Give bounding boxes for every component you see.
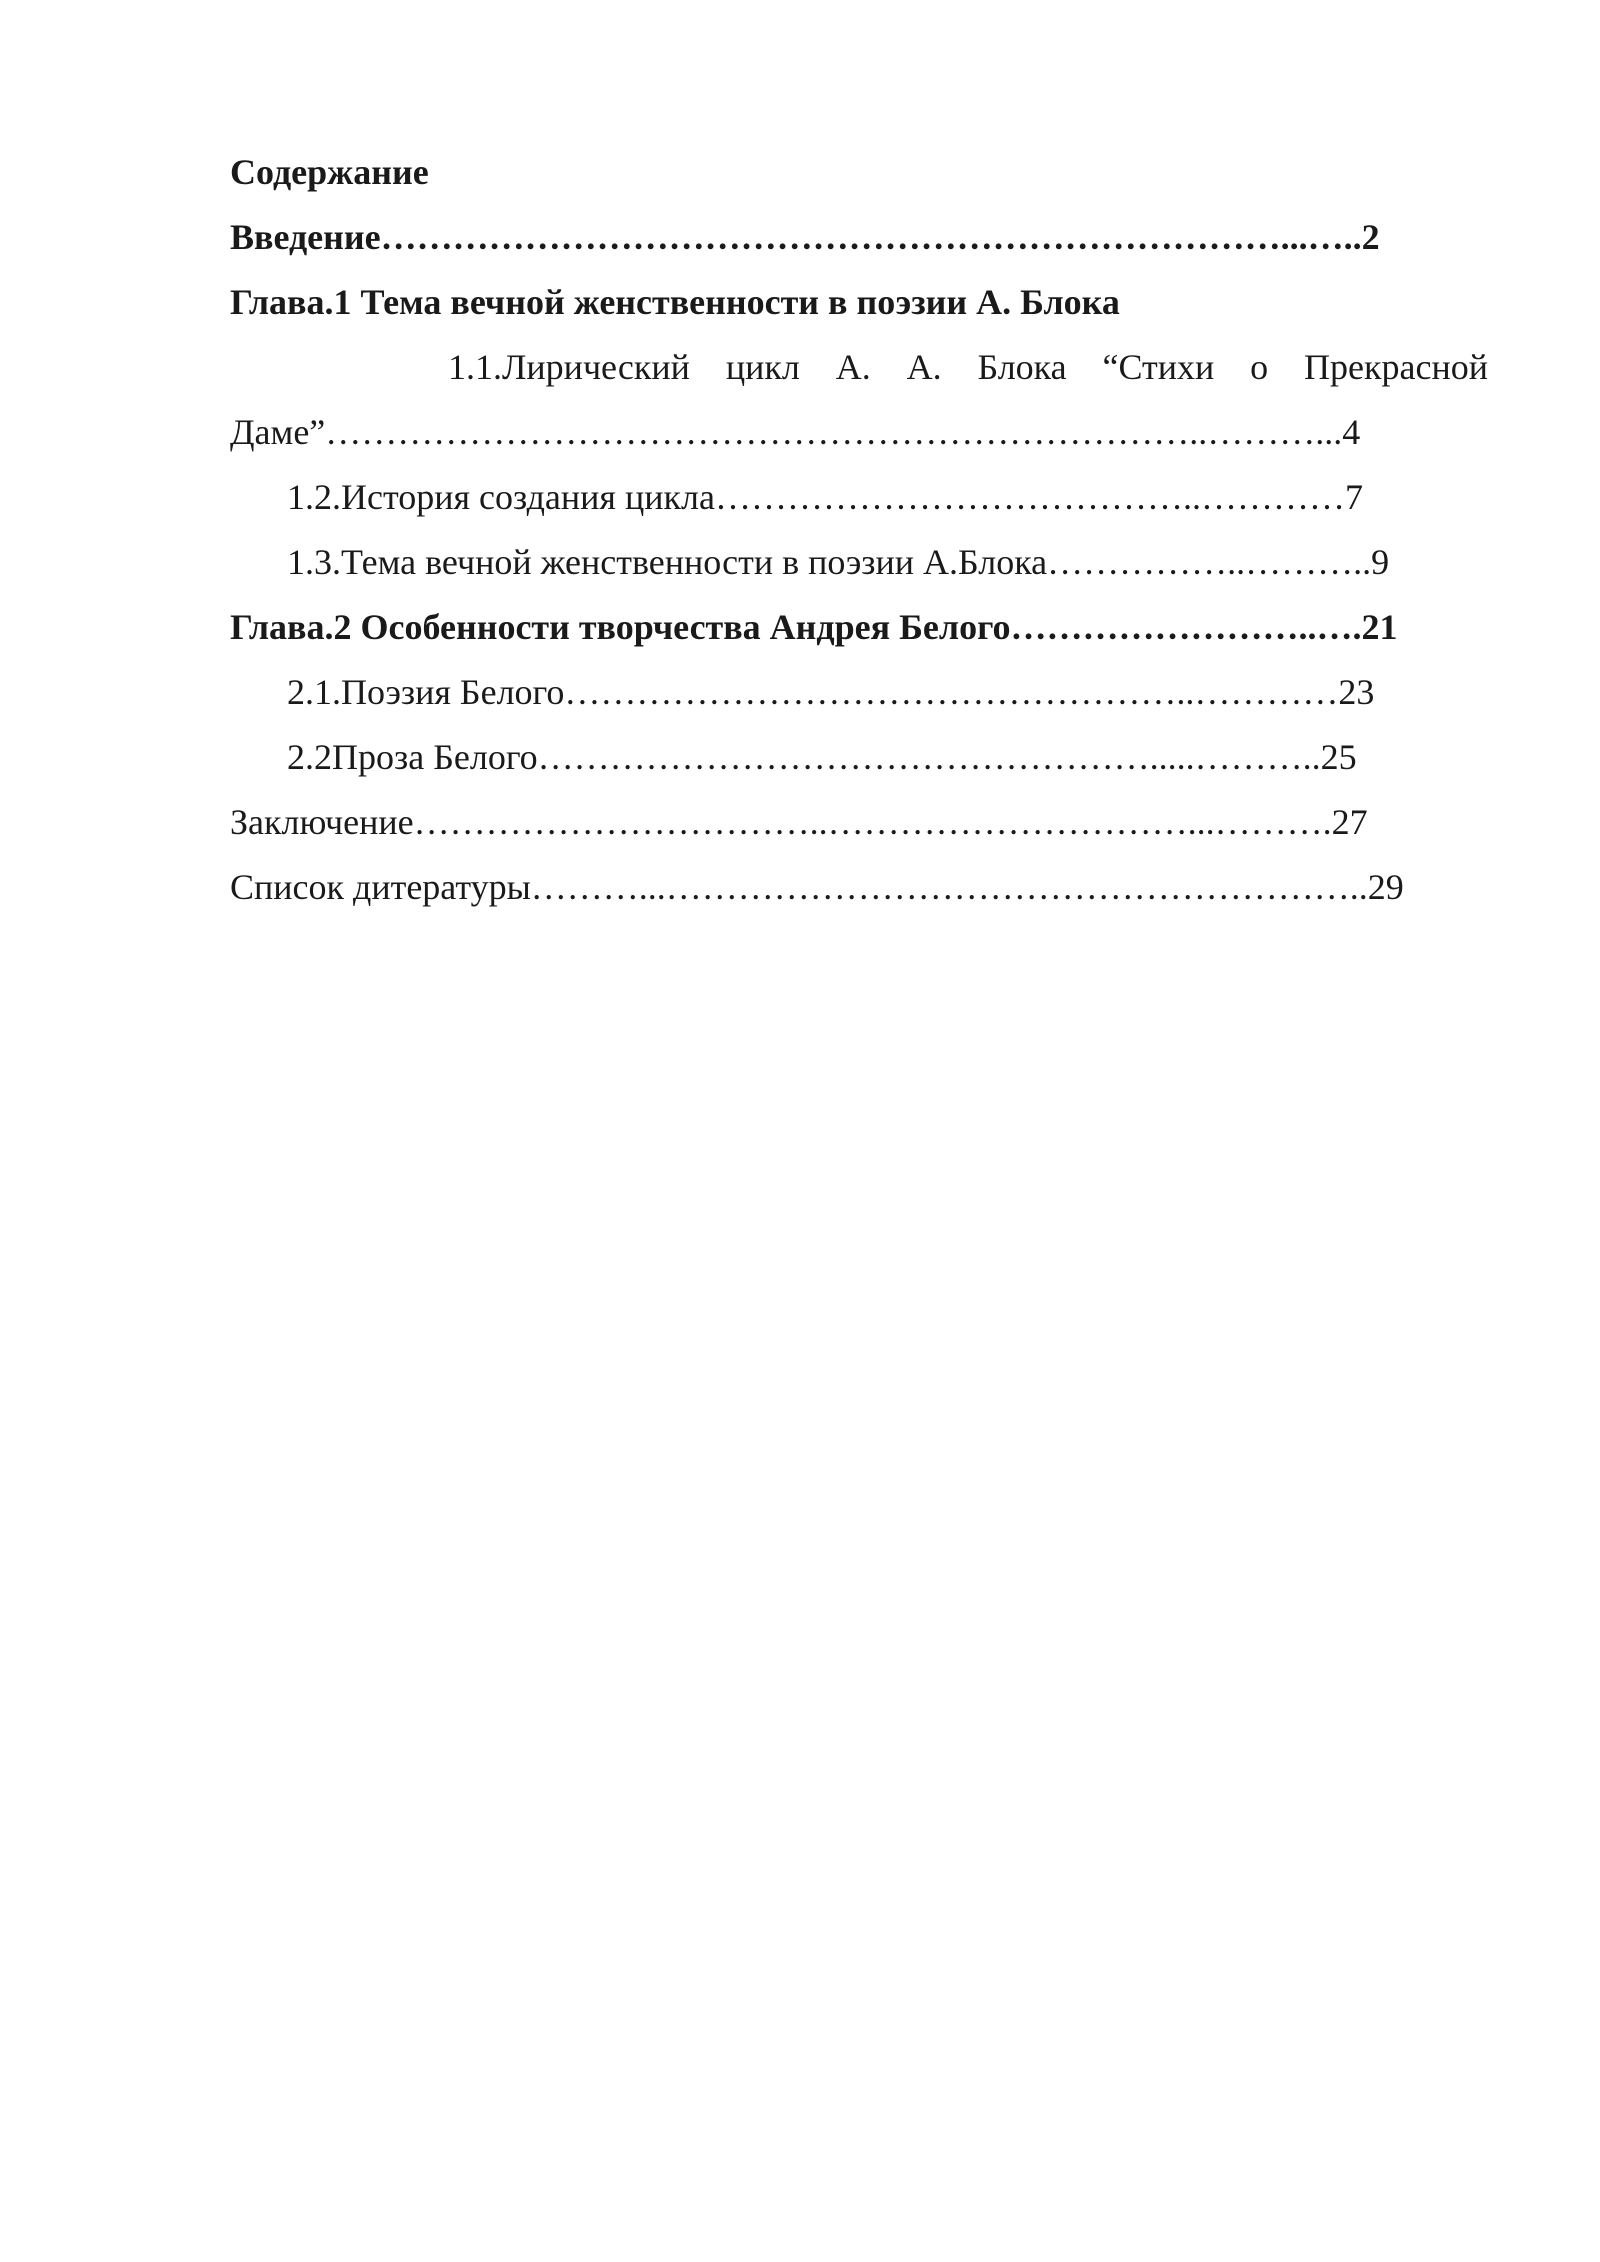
toc-entry-2-1: 2.1.Поэзия Белого……………………………………………..…………23 (287, 672, 1375, 712)
toc-entry-1-1-line-2: Даме”………………………………………………………………..………...4 (230, 412, 1361, 452)
toc-entry-1-1-text: 1.1.Лирический цикл А. А. Блока “Стихи о Прекрасной (448, 347, 1488, 387)
toc-entry-introduction: Введение…………………………………………………………………...…..2 (230, 217, 1380, 257)
toc-entry-literature: Список дитературы………...…………………………………………………..29 (230, 867, 1404, 907)
toc-entry-2-2: 2.2Проза Белого…………………………………………….....………..25 (287, 737, 1357, 777)
toc-entry-conclusion: Заключение……………………………..…………………………...……….27 (230, 802, 1368, 842)
toc-entry-chapter-2: Глава.2 Особенности творчества Андрея Белого……………………..….21 (230, 607, 1398, 647)
toc-entry-1-2: 1.2.История создания цикла…………………………………..…………7 (287, 477, 1363, 517)
toc-entry-1-1-line-1 (230, 345, 1488, 389)
toc-heading: Содержание (230, 152, 429, 192)
toc-entry-1-3: 1.3.Тема вечной женственности в поэзии А.Блока……………..………..9 (287, 542, 1390, 582)
toc-entry-chapter-1: Глава.1 Тема вечной женственности в поэзии А. Блока (230, 282, 1120, 322)
